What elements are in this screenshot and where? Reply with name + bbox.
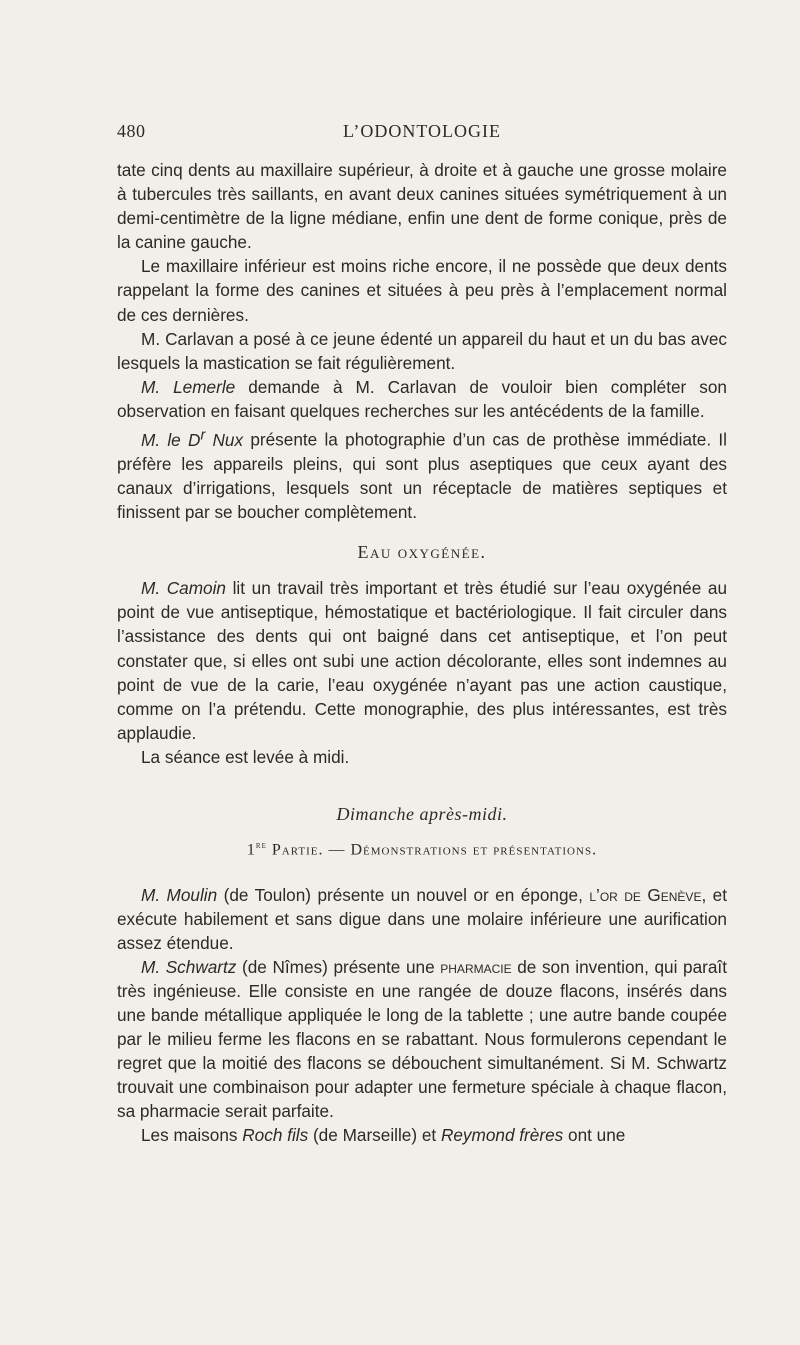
page-number: 480 xyxy=(117,121,146,141)
speaker-name: M. le $D^r$ Nux xyxy=(141,427,244,450)
product-name: pharmacie xyxy=(440,956,512,977)
paragraph-7: La séance est levée à midi. xyxy=(141,746,350,767)
paragraph-3: M. Carlavan a posé à ce jeune édenté un appareil du haut et un du bas avec lesquels la mastication se fait régulièrement. xyxy=(117,328,727,373)
body-text xyxy=(117,158,727,1148)
paragraph-text: demande à M. Carlavan de vouloir bien compléter son observation en faisant quelques recherches sur les antécédents de la famille. xyxy=(117,376,727,421)
speaker-name: M. Moulin xyxy=(141,884,218,905)
section-heading-dimanche: Dimanche après-midi. xyxy=(336,803,508,824)
paragraph-10: Les maisons Roch fils (de Marseille) et Reymond frères ont une xyxy=(141,1125,626,1146)
paragraph-1: tate cinq dents au maxillaire supérieur, à droite et à gauche une grosse molaire à tubercules très saillants, en avant deux canines situées symétriquement à un demi-centimètre de la ligne médiane, enfin une dent de forme conique, près de la canine gauche. xyxy=(117,160,727,253)
running-head xyxy=(117,121,727,147)
paragraph-text: lit un travail très important et très étudié sur l’eau oxygénée au point de vue antiseptique, hémostatique et bactériologique. Il fait circuler dans l’assistance des dents qui ont baigné dans cet antiseptique, et l’on peut constater que, si elles ont subi une action décolorante, elles sont indemnes au point de vue de la carie, l’eau oxygénée n’ayant pas une action caustique, comme on l’a prétendu. Cette monographie, des plus intéressantes, est très applaudie. xyxy=(117,578,728,743)
paragraph-2: Le maxillaire inférieur est moins riche encore, il ne possède que deux dents rappelant la forme des canines et situées à peu près à l’emplacement normal de ces dernières. xyxy=(117,256,727,325)
speaker-name: M. Camoin xyxy=(141,578,226,599)
paragraph-5 xyxy=(117,423,727,524)
paragraph-6 xyxy=(117,576,727,745)
company-name: Roch fils xyxy=(242,1125,309,1146)
product-name: l’or de Genève xyxy=(589,884,702,905)
paragraph-9: M. Schwartz (de Nîmes) présente une pharmacie de son invention, qui paraît très ingénieuse. Elle consiste en une rangée de douze flacons, insérés dans une bande métallique appliquée le long de la tablette ; une autre bande coupée par le milieu ferme les flacons en se rabattant. Nous formulerons cependant le regret que la moitié des flacons se débouchent simultanément. Si M. Schwartz trouvait une combinaison pour adapter une fermeture spéciale à chaque flacon, sa pharmacie serait parfaite. xyxy=(117,956,727,1122)
running-title: L’ODONTOLOGIE xyxy=(343,121,501,141)
speaker-name: M. Schwartz xyxy=(141,956,237,977)
section-heading-eau-oxygenee: Eau oxygénée. xyxy=(357,542,487,563)
section-heading-partie: 1re Partie. — Démonstrations et présentations. xyxy=(246,840,598,859)
speaker-name: M. Lemerle xyxy=(141,376,236,397)
paragraph-8: M. Moulin (de Toulon) présente un nouvel or en éponge, l’or de Genève, et exécute habilement et sans digue dans une molaire inférieure une aurification assez étendue. xyxy=(117,884,728,953)
paragraph-4 xyxy=(117,375,727,423)
company-name: Reymond frères xyxy=(440,1125,564,1146)
paragraph-text: présente la photographie d’un cas de prothèse immédiate. Il préfère les appareils pleins, qui sont plus aseptiques que ceux ayant des canaux d’irrigations, lesquels sont un réceptacle de matières septiques et finissent par se boucher complètement. xyxy=(117,429,728,523)
